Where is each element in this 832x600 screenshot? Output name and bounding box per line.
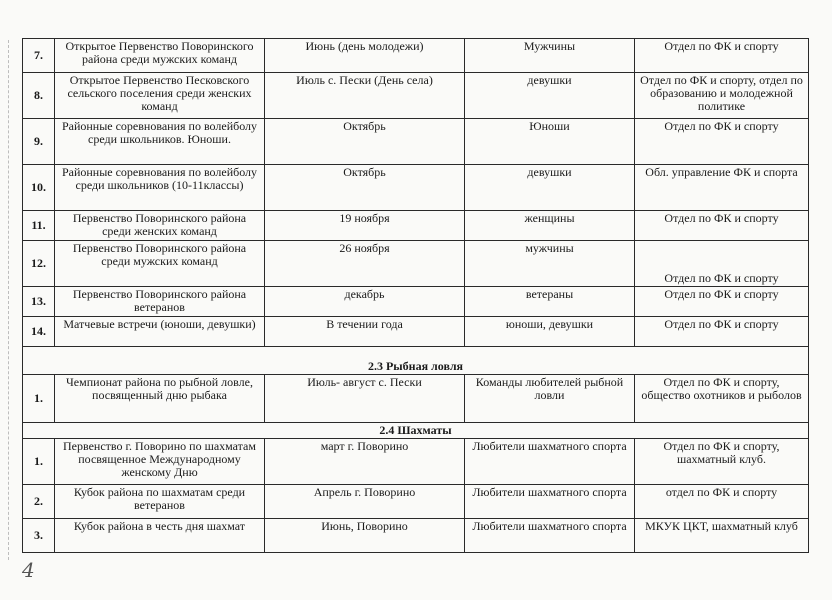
table-row [23,317,809,347]
event-responsible: Отдел по ФК и спорту [635,119,809,165]
event-date: В течении года [265,317,465,347]
event-name: Матчевые встречи (юноши, девушки) [55,317,265,347]
event-name: Первенство г. Поворино по шахматам посвященное Международному женскому Дню [55,439,265,485]
row-number: 8. [23,73,55,119]
row-number: 14. [23,317,55,347]
event-date: Октябрь [265,119,465,165]
row-number: 12. [23,241,55,287]
event-participants: Любители шахматного спорта [465,519,635,553]
event-date: Апрель г. Поворино [265,485,465,519]
table-row [23,287,809,317]
event-responsible: Отдел по ФК и спорту, шахматный клуб. [635,439,809,485]
event-participants: девушки [465,165,635,211]
row-number: 1. [23,439,55,485]
event-name: Открытое Первенство Песковского сельского поселения среди женских команд [55,73,265,119]
event-date: Июнь, Поворино [265,519,465,553]
event-name: Кубок района по шахматам среди ветеранов [55,485,265,519]
row-number: 9. [23,119,55,165]
event-name: Первенство Поворинского района ветеранов [55,287,265,317]
table-row [23,39,809,73]
event-participants: Любители шахматного спорта [465,439,635,485]
event-name: Открытое Первенство Поворинского района среди мужских команд [55,39,265,73]
event-participants: Мужчины [465,39,635,73]
section-header-fishing [23,347,809,375]
events-table [22,38,809,553]
section-header-chess [23,423,809,439]
event-name: Кубок района в честь дня шахмат [55,519,265,553]
event-name: Первенство Поворинского района среди мужских команд [55,241,265,287]
event-date: Октябрь [265,165,465,211]
table-row [23,519,809,553]
table-row [23,211,809,241]
event-responsible: Отдел по ФК и спорту [635,241,809,287]
row-number: 11. [23,211,55,241]
event-responsible: Отдел по ФК и спорту [635,211,809,241]
event-responsible: Отдел по ФК и спорту [635,39,809,73]
section-title: 2.4 Шахматы [23,423,809,439]
event-participants: Команды любителей рыбной ловли [465,375,635,423]
event-responsible: Отдел по ФК и спорту [635,317,809,347]
table-row [23,119,809,165]
event-participants: юноши, девушки [465,317,635,347]
handwritten-page-number: 4 [22,558,35,582]
event-participants: Юноши [465,119,635,165]
event-participants: Любители шахматного спорта [465,485,635,519]
table-row [23,165,809,211]
event-date: март г. Поворино [265,439,465,485]
event-participants: девушки [465,73,635,119]
event-date: Июнь (день молодежи) [265,39,465,73]
row-number: 3. [23,519,55,553]
table-row [23,73,809,119]
event-participants: ветераны [465,287,635,317]
section-title: 2.3 Рыбная ловля [23,347,809,375]
event-participants: женщины [465,211,635,241]
event-responsible: отдел по ФК и спорту [635,485,809,519]
event-date: Июль- август с. Пески [265,375,465,423]
event-name: Районные соревнования по волейболу среди школьников (10-11классы) [55,165,265,211]
row-number: 10. [23,165,55,211]
event-name: Чемпионат района по рыбной ловле, посвященный дню рыбака [55,375,265,423]
table-row [23,375,809,423]
event-name: Первенство Поворинского района среди женских команд [55,211,265,241]
binding-edge-mark [8,40,10,560]
row-number: 1. [23,375,55,423]
table-row [23,241,809,287]
row-number: 13. [23,287,55,317]
event-name: Районные соревнования по волейболу среди школьников. Юноши. [55,119,265,165]
row-number: 7. [23,39,55,73]
event-date: 26 ноября [265,241,465,287]
event-date: 19 ноября [265,211,465,241]
event-responsible: МКУК ЦКТ, шахматный клуб [635,519,809,553]
table-row [23,439,809,485]
event-participants: мужчины [465,241,635,287]
event-responsible: Отдел по ФК и спорту, общество охотников и рыболов [635,375,809,423]
event-date: декабрь [265,287,465,317]
table-row [23,485,809,519]
row-number: 2. [23,485,55,519]
event-responsible: Обл. управление ФК и спорта [635,165,809,211]
event-responsible: Отдел по ФК и спорту [635,287,809,317]
event-responsible: Отдел по ФК и спорту, отдел по образованию и молодежной политике [635,73,809,119]
event-date: Июль с. Пески (День села) [265,73,465,119]
